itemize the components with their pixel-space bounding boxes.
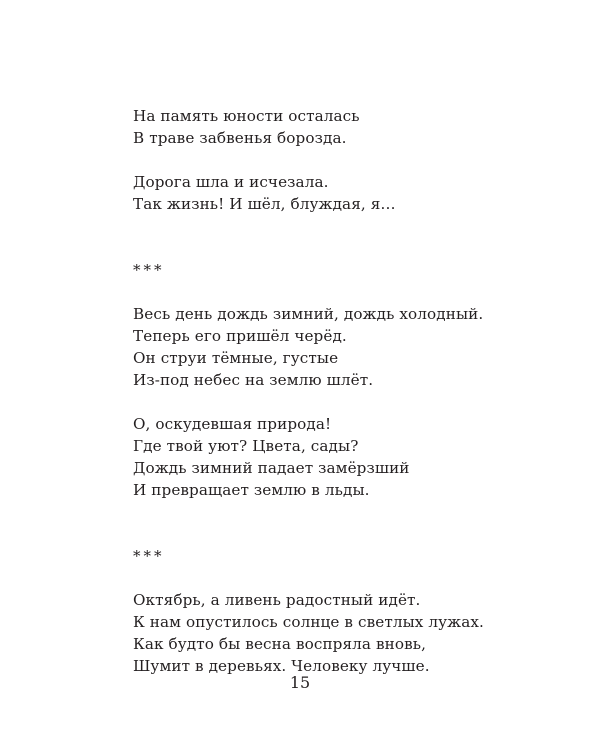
- poem-line: Шумит в деревьях. Человеку лучше.: [133, 657, 430, 675]
- poems-block: [133, 105, 553, 677]
- asterism-separator: ***: [133, 547, 165, 565]
- poem-line: Октябрь, а ливень радостный идёт.: [133, 591, 421, 609]
- poem-line: В траве забвенья борозда.: [133, 129, 347, 147]
- poem-line: Весь день дождь зимний, дождь холодный.: [133, 305, 484, 323]
- poem-line: Где твой уют? Цвета, сады?: [133, 437, 359, 455]
- poem-line: Дорога шла и исчезала.: [133, 173, 329, 191]
- poem-line: Из-под небес на землю шлёт.: [133, 371, 374, 389]
- poem-line: Он струи тёмные, густые: [133, 349, 339, 367]
- poem-line: Дождь зимний падает замёрзший: [133, 459, 410, 477]
- poem2-stanza2: [133, 413, 553, 501]
- asterism-separator: ***: [133, 261, 165, 279]
- poem-line: Как будто бы весна воспряла вновь,: [133, 635, 427, 653]
- poem-line: К нам опустилось солнце в светлых лужах.: [133, 613, 484, 631]
- poem-line: Так жизнь! И шёл, блуждая, я…: [133, 195, 396, 213]
- poem-line: И превращает землю в льды.: [133, 481, 370, 499]
- poem-line: Теперь его пришёл черёд.: [133, 327, 347, 345]
- page-number: 15: [289, 673, 311, 692]
- poem1-stanza2: [133, 171, 553, 215]
- poem1-stanza1: [133, 105, 553, 149]
- poem3-stanza1: [133, 589, 553, 677]
- poem-line: О, оскудевшая природа!: [133, 415, 332, 433]
- poem-line: На память юности осталась: [133, 107, 360, 125]
- poem2-stanza1: [133, 303, 553, 391]
